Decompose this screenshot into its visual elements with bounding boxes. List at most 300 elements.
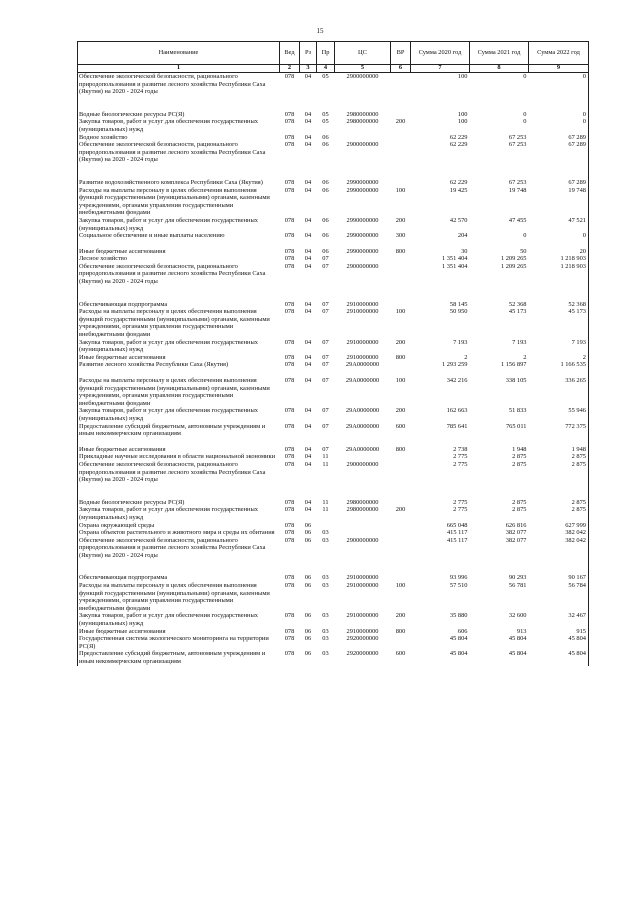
header-sum-2020: Сумма 2020 год [411,42,470,65]
row-sum-2022: 55 946 [529,407,589,422]
row-sum-2021: 52 368 [508,300,527,308]
row-name: Водное хозяйство [78,134,280,142]
row-sum-2022: 2 875 [529,506,589,521]
row-sum-2022: 67 289 [529,179,589,187]
row-sum-2021: 2 [523,353,527,361]
row-cs: 2990000000 [346,232,379,240]
row-vr [391,461,411,499]
row-vr: 300 [395,232,406,240]
row-name: Социальное обеспечение и иные выплаты населению [78,232,280,248]
row-vr: 600 [395,422,406,430]
table-row [78,255,589,263]
column-number: 2 [280,65,300,73]
row-sum-2020: 57 510 [449,582,468,590]
row-sum-2021: 338 105 [505,377,527,384]
row-cs: 2900000000 [346,73,379,80]
row-sum-2020: 42 570 [449,216,468,224]
row-sum-2022: 627 999 [529,522,589,530]
table-row [78,339,589,354]
table-row [78,582,589,612]
table-row [78,248,589,256]
row-ved: 078 [284,308,295,316]
row-ved: 078 [284,262,295,270]
row-sum-2020: 2 775 [453,506,468,514]
header-sum-2021: Сумма 2021 год [470,42,529,65]
row-cs: 2910000000 [346,582,379,590]
row-ved: 078 [284,232,295,240]
row-sum-2022: 382 042 [529,529,589,537]
row-sum-2021: 1 209 265 [500,255,527,263]
table-row [78,537,589,575]
row-sum-2021: 19 748 [508,186,527,194]
row-sum-2020: 1 293 259 [441,361,468,369]
row-name: Обеспечение экологической безопасности, рационального природопользования и развитие лесного хозяйства Республики Саха (Якутия) на 2020 - 2024 годы [78,141,280,179]
header-ved: Вед [280,42,300,65]
row-sum-2020: 35 880 [449,612,468,620]
row-pr: 03 [322,536,329,544]
row-ved: 078 [284,186,295,194]
row-sum-2021: 0 [523,110,527,118]
row-sum-2020: 415 117 [446,536,468,544]
row-vr [391,141,411,179]
row-ved: 078 [284,627,295,635]
row-sum-2020: 45 804 [449,650,468,658]
row-ved: 078 [284,133,295,141]
row-name: Развитие лесного хозяйства Республики Саха (Якутия) [78,361,280,377]
row-sum-2020: 45 804 [449,635,468,643]
row-pr: 07 [322,377,329,384]
row-ved: 078 [284,445,295,453]
row-rz: 04 [304,118,312,126]
row-name: Обеспечение экологической безопасности, рационального природопользования и развитие лесного хозяйства Республики Саха (Якутия) на 2020 - 2024 годы [78,461,280,499]
row-pr: 03 [322,627,329,635]
row-vr: 100 [395,186,406,194]
table-row [78,506,589,521]
row-cs: 2980000000 [346,498,379,506]
row-vr: 200 [395,338,406,346]
row-sum-2022: 7 193 [529,339,589,354]
table-row [78,111,589,119]
row-cs: 2980000000 [346,506,379,514]
row-pr: 03 [322,574,329,582]
row-rz: 04 [304,377,312,384]
row-cs: 29А0000000 [345,361,380,369]
row-pr: 03 [322,612,329,620]
row-sum-2020: 1 351 404 [441,262,468,270]
row-ved: 078 [284,255,295,263]
table-row [78,635,589,650]
row-sum-2020: 62 229 [449,178,468,186]
header-name: Наименование [78,42,280,65]
row-sum-2022: 45 173 [529,308,589,338]
row-sum-2021: 382 077 [505,529,527,537]
row-sum-2021: 1 209 265 [500,262,527,270]
row-ved: 078 [284,361,295,369]
row-vr: 200 [395,506,406,514]
row-sum-2020: 2 775 [453,453,468,461]
row-name: Водные биологические ресурсы РС(Я) [78,111,280,119]
row-vr: 200 [395,612,406,620]
row-ved: 078 [284,353,295,361]
row-rz: 04 [304,308,312,316]
row-vr: 800 [395,247,406,255]
row-ved: 078 [284,377,295,384]
row-pr: 06 [322,186,329,194]
row-sum-2021: 7 193 [512,338,527,346]
row-cs: 2980000000 [346,118,379,126]
row-name: Закупка товаров, работ и услуг для обеспечения государственных (муниципальных) нужд [78,612,280,627]
row-rz: 06 [304,635,312,643]
row-cs [335,522,391,530]
row-vr [391,263,411,301]
row-rz: 04 [304,506,312,514]
row-sum-2020: 100 [457,110,468,118]
row-sum-2020: 162 663 [446,407,468,415]
row-rz: 04 [304,255,312,263]
row-rz: 04 [304,353,312,361]
table-row [78,118,589,133]
row-cs: 2910000000 [346,300,379,308]
row-vr [391,111,411,119]
header-sum-2022: Сумма 2022 год [529,42,589,65]
row-sum-2022: 19 748 [529,187,589,217]
row-rz: 04 [304,361,312,369]
row-pr: 07 [322,361,329,369]
column-number: 4 [317,65,335,73]
row-sum-2022: 20 [529,248,589,256]
header-row [78,42,589,65]
row-name: Водные биологические ресурсы РС(Я) [78,499,280,507]
row-sum-2022: 1 218 903 [529,263,589,301]
row-cs: 2910000000 [346,627,379,635]
row-rz: 06 [304,650,312,658]
row-pr: 07 [322,422,329,430]
row-cs: 29А0000000 [345,377,380,384]
row-sum-2022: 2 [529,354,589,362]
row-rz: 04 [304,422,312,430]
row-cs: 2900000000 [346,460,379,468]
row-vr [391,635,411,650]
column-number-row [78,65,589,73]
row-sum-2020: 415 117 [446,529,468,537]
row-pr: 11 [322,453,329,461]
row-pr: 07 [322,262,329,270]
row-pr: 11 [322,460,329,468]
row-ved: 078 [284,247,295,255]
row-sum-2020: 606 [457,627,468,635]
row-sum-2020: 100 [457,118,468,126]
row-pr: 06 [322,133,329,141]
row-vr [391,529,411,537]
row-vr [391,255,411,263]
row-sum-2020: 2 [464,353,468,361]
row-sum-2020: 342 216 [446,377,468,384]
row-sum-2020: 58 145 [449,300,468,308]
header-rz: Рз [300,42,317,65]
row-sum-2021: 90 293 [508,574,527,582]
row-name: Расходы на выплаты персоналу в целях обеспечения выполнения функций государственными (муниципальными) органами, казенными учреждениями, органами управления государственными внебюджетными фондами [78,377,280,407]
row-name: Обеспечивающая подпрограмма [78,301,280,309]
row-pr: 03 [322,650,329,658]
row-name: Расходы на выплаты персоналу в целях обеспечения выполнения функций государственными (муниципальными) органами, казенными учреждениями, органами управления государственными внебюджетными фондами [78,582,280,612]
row-pr: 03 [322,582,329,590]
row-ved: 078 [284,536,295,544]
row-cs [335,255,391,263]
row-rz: 06 [304,521,312,529]
row-rz: 04 [304,445,312,453]
row-rz: 04 [304,460,312,468]
row-ved: 078 [284,521,295,529]
row-cs: 2900000000 [346,141,379,149]
row-sum-2022: 2 875 [529,499,589,507]
table-row [78,461,589,499]
row-ved: 078 [284,178,295,186]
header-cs: ЦС [335,42,391,65]
row-pr [317,522,335,530]
row-sum-2021: 0 [523,232,527,240]
row-pr: 07 [322,308,329,316]
row-vr [391,301,411,309]
row-sum-2021: 67 253 [508,141,527,149]
row-rz: 04 [304,498,312,506]
row-rz: 04 [304,133,312,141]
row-pr: 05 [322,110,329,118]
row-vr: 100 [395,377,406,384]
table-header [78,42,589,73]
row-sum-2022: 1 948 [529,446,589,454]
row-pr: 06 [322,178,329,186]
row-sum-2020: 204 [457,232,468,240]
row-cs: 2910000000 [346,574,379,582]
row-vr: 100 [395,582,406,590]
row-sum-2021: 32 600 [508,612,527,620]
row-sum-2022: 2 875 [529,461,589,499]
row-sum-2022: 0 [529,232,589,248]
row-name: Расходы на выплаты персоналу в целях обеспечения выполнения функций государственными (муниципальными) органами, казенными учреждениями, органами управления государственными внебюджетными фондами [78,308,280,338]
row-rz: 06 [304,612,312,620]
row-pr: 06 [322,232,329,240]
row-sum-2020: 93 996 [449,574,468,582]
row-sum-2022: 45 804 [529,635,589,650]
table-row [78,217,589,232]
row-ved: 078 [284,453,295,461]
row-vr: 200 [395,216,406,224]
row-rz: 06 [304,574,312,582]
row-pr: 06 [322,247,329,255]
row-sum-2021: 45 173 [508,308,527,316]
column-number: 1 [78,65,280,73]
row-ved: 078 [284,422,295,430]
table-row [78,446,589,454]
table-row [78,301,589,309]
row-sum-2021: 45 804 [508,650,527,658]
row-sum-2021: 67 253 [508,178,527,186]
row-cs: 2910000000 [346,353,379,361]
row-sum-2021: 45 804 [508,635,527,643]
row-sum-2020: 1 351 404 [441,255,468,263]
row-sum-2021: 2 875 [512,498,527,506]
row-vr [391,574,411,582]
column-number: 6 [391,65,411,73]
row-cs [335,529,391,537]
row-sum-2022: 67 289 [529,134,589,142]
row-pr: 11 [322,498,329,506]
row-sum-2022: 0 [529,111,589,119]
row-ved: 078 [284,300,295,308]
row-sum-2021: 56 781 [508,582,527,590]
row-rz: 04 [304,300,312,308]
row-pr: 07 [322,338,329,346]
row-rz: 06 [304,536,312,544]
row-cs: 2910000000 [346,308,379,316]
row-pr: 07 [322,445,329,453]
row-cs: 2900000000 [346,536,379,544]
row-sum-2021: 626 816 [505,521,527,529]
row-name: Обеспечение экологической безопасности, рационального природопользования и развитие лесного хозяйства Республики Саха (Якутия) на 2020 - 2024 годы [78,263,280,301]
row-vr: 200 [395,118,406,126]
row-pr: 03 [322,529,329,537]
row-rz: 04 [304,232,312,240]
row-cs: 2990000000 [346,178,379,186]
row-cs: 2910000000 [346,612,379,620]
row-sum-2022: 336 265 [529,377,589,407]
row-name: Охрана объектов растительного и животного мира и среды их обитания [78,529,280,537]
row-vr [391,453,411,461]
table-row [78,308,589,338]
row-vr [391,179,411,187]
row-name: Предоставление субсидий бюджетным, автономным учреждениям и иным некоммерческим организациям [78,650,280,665]
row-pr: 07 [322,353,329,361]
row-cs: 2980000000 [346,110,379,118]
row-rz: 04 [304,186,312,194]
table-row [78,612,589,627]
row-cs [335,453,391,461]
row-vr: 800 [395,627,406,635]
row-sum-2021: 2 875 [512,506,527,514]
row-pr: 07 [322,407,329,415]
row-name: Предоставление субсидий бюджетным, автономным учреждениям и иным некоммерческим организациям [78,423,280,446]
row-sum-2022: 52 368 [529,301,589,309]
row-sum-2021: 1 156 897 [500,361,527,369]
row-ved: 078 [284,460,295,468]
row-sum-2021: 2 875 [512,460,527,468]
row-sum-2020: 100 [457,73,468,80]
row-sum-2022: 67 289 [529,141,589,179]
row-rz: 04 [304,216,312,224]
column-number: 7 [411,65,470,73]
row-name: Обеспечивающая подпрограмма [78,574,280,582]
row-pr: 06 [322,216,329,224]
row-sum-2021: 765 011 [505,422,527,430]
row-rz: 06 [304,627,312,635]
row-sum-2020: 19 425 [449,186,468,194]
column-number: 5 [335,65,391,73]
table-row [78,377,589,407]
row-sum-2022: 2 875 [529,453,589,461]
row-vr [391,134,411,142]
row-pr: 07 [322,255,329,263]
row-ved: 078 [284,73,295,80]
row-sum-2020: 30 [461,247,468,255]
row-name: Иные бюджетные ассигнования [78,628,280,636]
row-sum-2022: 1 218 903 [529,255,589,263]
row-sum-2020: 785 641 [446,422,468,430]
page-number: 15 [316,27,324,35]
row-sum-2022: 47 521 [529,217,589,232]
row-ved: 078 [284,574,295,582]
row-sum-2022: 90 167 [529,574,589,582]
row-sum-2022: 45 804 [529,650,589,665]
row-sum-2021: 0 [523,118,527,126]
row-name: Государственная система экологического мониторинга на территории РС(Я) [78,635,280,650]
column-number: 3 [300,65,317,73]
row-name: Иные бюджетные ассигнования [78,354,280,362]
row-sum-2020: 7 193 [453,338,468,346]
row-cs: 2900000000 [346,262,379,270]
row-rz: 04 [304,262,312,270]
row-sum-2021: 47 455 [508,216,527,224]
header-vr: ВР [391,42,411,65]
row-pr: 11 [322,506,329,514]
row-cs: 2920000000 [346,635,379,643]
row-sum-2021: 382 077 [505,536,527,544]
table-row [78,179,589,187]
row-rz: 04 [304,110,312,118]
row-name: Закупка товаров, работ и услуг для обеспечения государственных (муниципальных) нужд [78,118,280,133]
row-name: Обеспечение экологической безопасности, рационального природопользования и развитие лесного хозяйства Республики Саха (Якутия) на 2020 - 2024 годы [78,73,280,111]
table-body [78,73,589,666]
row-sum-2021: 0 [523,73,527,80]
table-row [78,232,589,248]
row-sum-2021: 51 833 [508,407,527,415]
row-sum-2021: 2 875 [512,453,527,461]
row-cs: 29А0000000 [345,445,380,453]
row-rz: 04 [304,453,312,461]
row-name: Расходы на выплаты персоналу в целях обеспечения выполнения функций государственными (муниципальными) органами, казенными учреждениями, органами управления государственными внебюджетными фондами [78,187,280,217]
row-pr: 05 [322,118,329,126]
row-sum-2022: 772 375 [529,423,589,446]
table-row [78,141,589,179]
row-rz: 06 [304,529,312,537]
row-ved: 078 [284,407,295,415]
row-rz: 04 [304,247,312,255]
table-row [78,134,589,142]
row-rz: 04 [304,407,312,415]
row-ved: 078 [284,498,295,506]
row-rz: 04 [304,338,312,346]
row-rz: 04 [304,73,312,80]
row-name: Иные бюджетные ассигнования [78,446,280,454]
row-sum-2020: 2 775 [453,498,468,506]
row-ved: 078 [284,216,295,224]
table-row [78,361,589,377]
row-sum-2020: 2 775 [453,460,468,468]
row-vr: 200 [395,407,406,415]
row-ved: 078 [284,141,295,149]
budget-table [77,41,589,666]
row-ved: 078 [284,582,295,590]
table-row [78,529,589,537]
row-cs [335,134,391,142]
row-ved: 078 [284,118,295,126]
row-name: Прикладные научные исследования в области национальной экономики [78,453,280,461]
row-name: Развитие водохозяйственного комплекса Республики Саха (Якутия) [78,179,280,187]
row-rz: 06 [304,582,312,590]
table-row [78,453,589,461]
row-sum-2020: 62 229 [449,141,468,149]
row-pr: 05 [322,73,329,80]
row-cs: 2910000000 [346,338,379,346]
